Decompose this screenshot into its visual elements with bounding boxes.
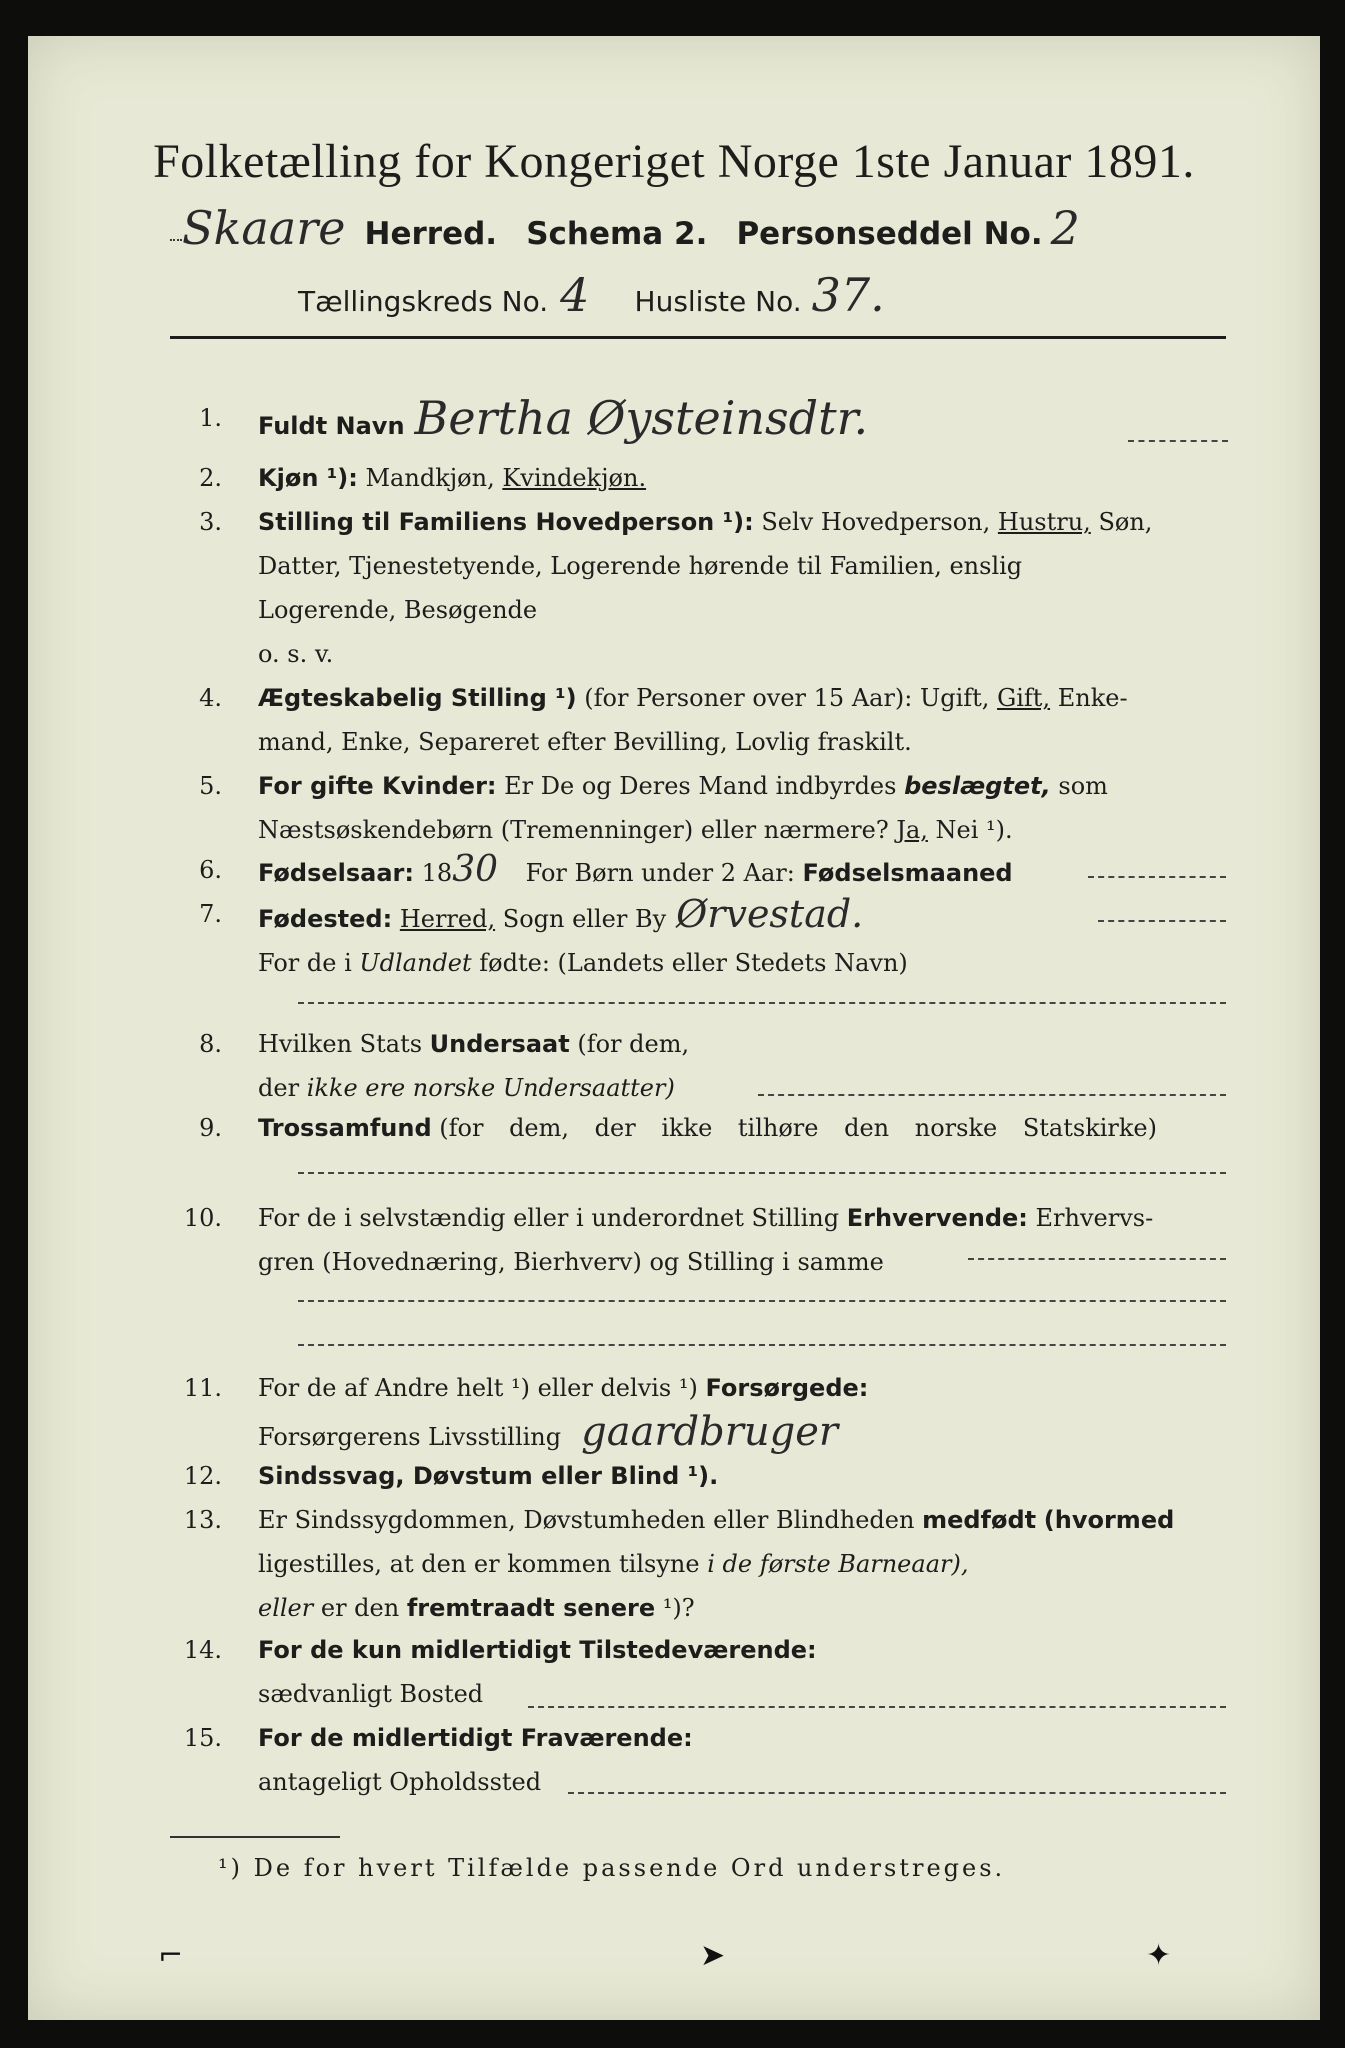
- birth-year-value: 30: [452, 849, 498, 890]
- item-text: er den: [320, 1594, 400, 1622]
- header-row-kreds: [298, 268, 1198, 328]
- item-text: Forsørgerens Livsstilling: [258, 1423, 562, 1451]
- kreds-label: Tællingskreds No.: [298, 285, 549, 318]
- option-yes-underlined: Ja,: [896, 816, 928, 844]
- item-number: 14.: [183, 1636, 222, 1664]
- item-label: Fuldt Navn: [258, 412, 405, 440]
- item-text: Hvilken Stats: [258, 1030, 423, 1058]
- option-male: Mandkjøn,: [365, 464, 495, 492]
- form-title: Folketælling for Kongeriget Norge 1ste Januar 1891.: [153, 135, 1195, 188]
- item-label: Fødested:: [258, 905, 393, 933]
- option-text: Selv Hovedperson,: [761, 508, 991, 536]
- dotted-line: [758, 1094, 1226, 1096]
- header-row-herred: [170, 201, 1230, 261]
- item-number: 12.: [183, 1462, 222, 1490]
- item-label: Trossamfund: [258, 1114, 432, 1142]
- item-number: 2.: [199, 464, 222, 492]
- item-text: ¹)?: [662, 1594, 695, 1622]
- option-text: (for Personer over 15 Aar): Ugift,: [584, 684, 990, 712]
- item-text: fødte: (Landets eller Stedets Navn): [479, 949, 908, 977]
- option-text: Enke-: [1057, 684, 1128, 712]
- dotted-line: [298, 1002, 1226, 1004]
- item-text: der: [258, 1074, 300, 1102]
- item-label: For de midlertidigt Fraværende:: [258, 1724, 693, 1752]
- page-mark-icon: ⌐: [158, 1938, 184, 1973]
- item-number: 3.: [199, 508, 222, 536]
- husliste-label: Husliste No.: [634, 285, 802, 318]
- dotted-line: [298, 1344, 1226, 1346]
- option-text: Søn,: [1098, 508, 1153, 536]
- dotted-line: [968, 1258, 1226, 1260]
- dotted-line: [1098, 920, 1226, 922]
- item-label: Stilling til Familiens Hovedperson ¹):: [258, 508, 754, 536]
- item-label: Erhvervende:: [846, 1204, 1028, 1232]
- item-number: 7.: [199, 900, 222, 928]
- item-text: ligestilles, at den er kommen tilsyne: [258, 1550, 700, 1578]
- item-number: 13.: [183, 1506, 222, 1534]
- option-wife-underlined: Hustru,: [997, 508, 1091, 536]
- item-label: Fødselsaar:: [258, 859, 414, 887]
- item-text: For de i: [258, 949, 352, 977]
- item-label: medfødt: [922, 1506, 1037, 1534]
- dotted-line: [528, 1706, 1226, 1708]
- item-text: (for dem,: [577, 1030, 690, 1058]
- item-number: 9.: [199, 1114, 222, 1142]
- husliste-value: 37.: [811, 268, 885, 322]
- birthplace-value: Ørvestad.: [676, 892, 864, 936]
- item-text: ikke ere norske Undersaatter): [306, 1074, 675, 1102]
- dotted-line: [568, 1792, 1226, 1794]
- item-text: (for dem, der ikke tilhøre den norske Statskirke): [439, 1114, 1157, 1142]
- item-number: 4.: [199, 684, 222, 712]
- item-text: For Børn under 2 Aar:: [525, 859, 795, 887]
- dotted-line: [1088, 876, 1226, 878]
- item-text: Udlandet: [359, 949, 472, 977]
- item-number: 8.: [199, 1030, 222, 1058]
- dotted-line: [1128, 440, 1228, 442]
- item-number: 11.: [183, 1374, 222, 1402]
- item-number: 15.: [183, 1724, 222, 1752]
- item-text: For de af Andre helt ¹) eller delvis ¹): [258, 1374, 698, 1402]
- item-text: gren (Hovednæring, Bierhverv) og Stilling i samme: [258, 1248, 884, 1276]
- item-text: eller: [258, 1594, 314, 1622]
- item-text: som: [1058, 772, 1108, 800]
- item-label: Kjøn ¹):: [258, 464, 358, 492]
- page-mark-icon: ✦: [1146, 1938, 1172, 1973]
- item-label: Undersaat: [429, 1030, 570, 1058]
- header-rule: [170, 336, 1226, 339]
- kreds-value: 4: [560, 268, 590, 322]
- item-text: Datter, Tjenestetyende, Logerende hørende til Familien, enslig: [258, 552, 1023, 580]
- year-prefix: 18: [421, 859, 453, 887]
- full-name-value: Bertha Øysteinsdtr.: [414, 391, 869, 445]
- item-number: 5.: [199, 772, 222, 800]
- item-text: sædvanligt Bosted: [258, 1680, 484, 1708]
- item-label: fremtraadt senere: [406, 1594, 656, 1622]
- item-text: Erhvervs-: [1035, 1204, 1154, 1232]
- option-female-underlined: Kvindekjøn.: [502, 464, 647, 492]
- item-text: o. s. v.: [258, 640, 334, 668]
- item-label: Forsørgede:: [705, 1374, 869, 1402]
- item-text: beslægtet,: [904, 772, 1051, 800]
- item-1-full-name: [170, 391, 1230, 456]
- schema-label: Schema 2.: [526, 216, 708, 252]
- dotted-line: [298, 1172, 1226, 1174]
- item-number: 1.: [199, 404, 222, 432]
- item-text: mand, Enke, Separeret efter Bevilling, Lovlig fraskilt.: [258, 728, 912, 756]
- item-text: Logerende, Besøgende: [258, 596, 538, 624]
- page-mark-icon: ➤: [700, 1938, 726, 1973]
- item-text: (hvormed: [1043, 1506, 1175, 1534]
- item-text: For de i selvstændig eller i underordnet Stilling: [258, 1204, 840, 1232]
- item-number: 6.: [199, 856, 222, 884]
- item-label: Ægteskabelig Stilling ¹): [258, 684, 577, 712]
- personseddel-value: 2: [1050, 201, 1080, 255]
- item-text: Næstsøskendebørn (Tremenninger) eller nærmere?: [258, 816, 889, 844]
- item-text: i de første Barneaar),: [707, 1550, 969, 1578]
- item-number: 10.: [183, 1204, 222, 1232]
- option-married-underlined: Gift,: [997, 684, 1051, 712]
- option-herred-underlined: Herred,: [399, 905, 496, 933]
- option-text: Nei ¹).: [935, 816, 1013, 844]
- dotted-line: [298, 1300, 1226, 1302]
- footnote-rule: [170, 1836, 340, 1838]
- provider-occupation-value: gaardbruger: [581, 1409, 839, 1455]
- item-text: Sogn eller By: [502, 905, 667, 933]
- herred-label: Herred.: [364, 216, 498, 252]
- item-text: Er Sindssygdommen, Døvstumheden eller Blindheden: [258, 1506, 915, 1534]
- item-label: For de kun midlertidigt Tilstedeværende:: [258, 1636, 817, 1664]
- item-text: Er De og Deres Mand indbyrdes: [504, 772, 897, 800]
- census-form-sheet: [28, 36, 1320, 2020]
- item-text: antageligt Opholdssted: [258, 1768, 542, 1796]
- footnote: ¹) De for hvert Tilfælde passende Ord understreges.: [218, 1854, 1006, 1882]
- herred-value: Skaare: [182, 201, 346, 255]
- item-label: Sindssvag, Døvstum eller Blind ¹).: [258, 1462, 719, 1490]
- item-label: Fødselsmaaned: [802, 859, 1013, 887]
- personseddel-label: Personseddel No.: [736, 216, 1043, 252]
- item-label: For gifte Kvinder:: [258, 772, 497, 800]
